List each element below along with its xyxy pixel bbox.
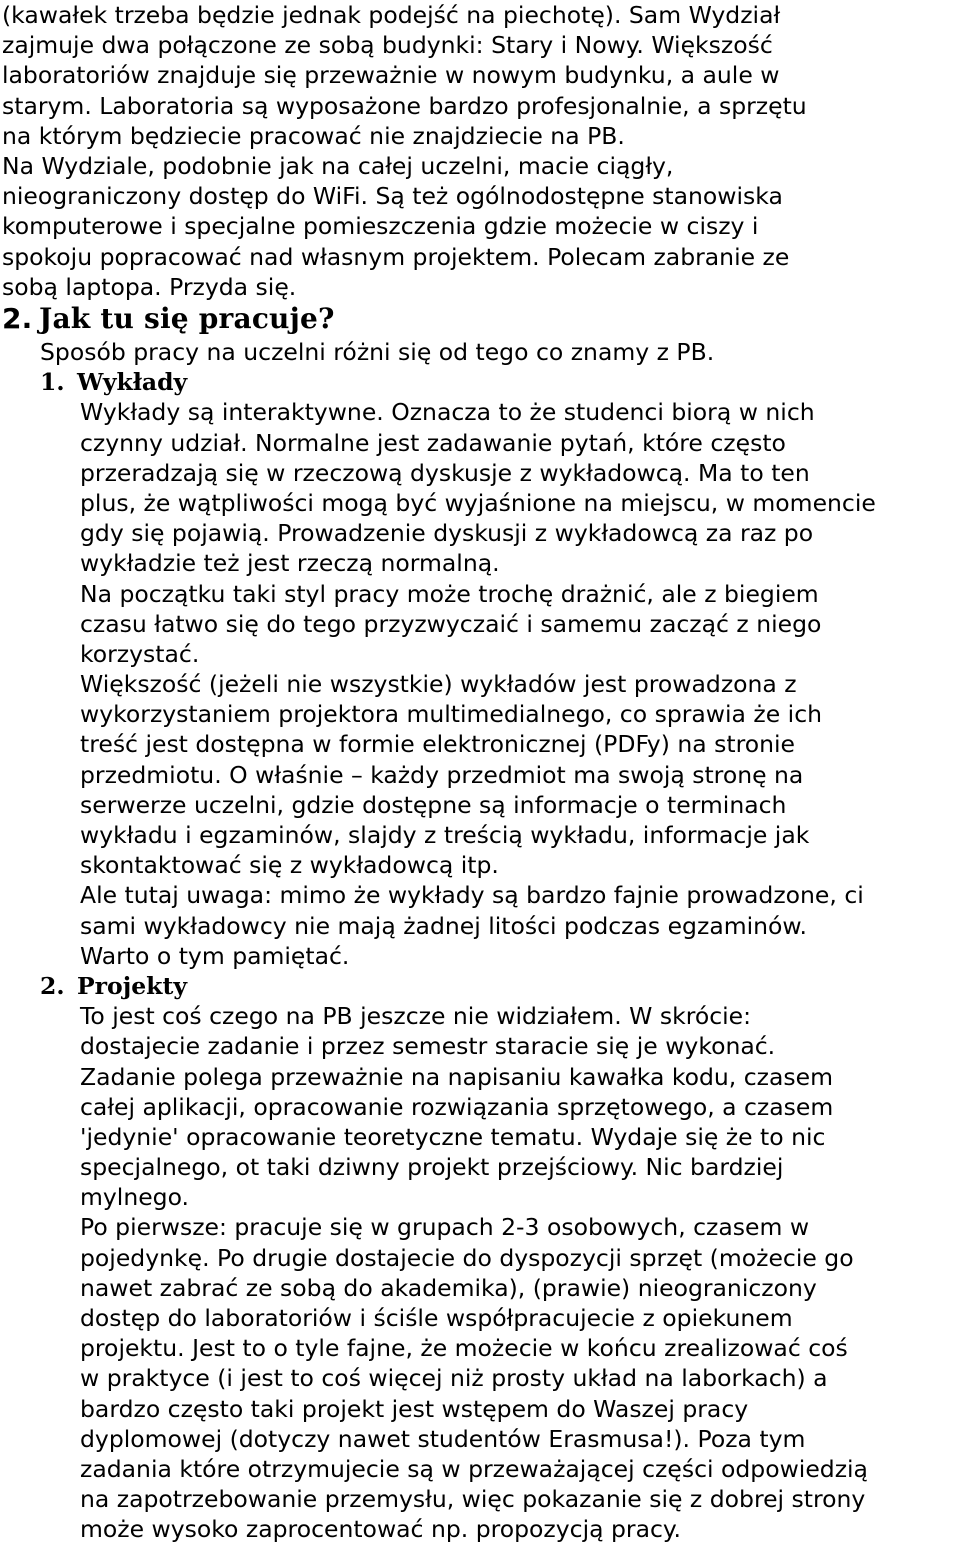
text-line: Wykłady są interaktywne. Oznacza to że studenci biorą w nich xyxy=(80,398,815,427)
text-line: Po pierwsze: pracuje się w grupach 2-3 osobowych, czasem w xyxy=(80,1213,810,1242)
text-line: mylnego. xyxy=(80,1183,190,1212)
subsection-title: Projekty xyxy=(77,971,187,1000)
text-line: sobą laptopa. Przyda się. xyxy=(2,272,297,301)
subsection-number: 1. xyxy=(40,368,65,397)
text-line: zadania które otrzymujecie są w przeważającej części odpowiedzią xyxy=(80,1454,868,1483)
section-how-we-work xyxy=(2,301,876,1543)
text-line: spokoju popracować nad własnym projektem. Polecam zabranie ze xyxy=(2,242,790,271)
text-line: przeradzają się w rzeczową dyskusje z wykładowcą. Ma to ten xyxy=(80,458,810,487)
text-line: specjalnego, ot taki dziwny projekt przejściowy. Nic bardziej xyxy=(80,1153,784,1182)
text-line: plus, że wątpliwości mogą być wyjaśnione na miejscu, w momencie xyxy=(80,488,876,517)
text-line: komputerowe i specjalne pomieszczenia gdzie możecie w ciszy i xyxy=(2,212,759,241)
text-line: Ale tutaj uwaga: mimo że wykłady są bardzo fajnie prowadzone, ci xyxy=(80,881,864,910)
text-line: zajmuje dwa połączone ze sobą budynki: Stary i Nowy. Większość xyxy=(2,31,773,60)
subsection-lectures xyxy=(2,367,876,971)
text-line: (kawałek trzeba będzie jednak podejść na piechotę). Sam Wydział xyxy=(2,1,781,29)
text-line: nieograniczony dostęp do WiFi. Są też ogólnodostępne stanowiska xyxy=(2,182,783,211)
subsection-title: Wykłady xyxy=(77,368,188,397)
text-line: starym. Laboratoria są wyposażone bardzo profesjonalnie, a sprzętu xyxy=(2,91,807,120)
text-line: czynny udział. Normalne jest zadawanie pytań, które często xyxy=(80,428,786,457)
text-line: gdy się pojawią. Prowadzenie dyskusji z wykładowcą za raz po xyxy=(80,519,814,548)
text-line: na zapotrzebowanie przemysłu, więc pokazanie się z dobrej strony xyxy=(80,1485,866,1514)
text-line: Warto o tym pamiętać. xyxy=(80,941,350,970)
text-line: dostajecie zadanie i przez semestr staracie się je wykonać. xyxy=(80,1032,776,1061)
subsection-number: 2. xyxy=(40,971,65,1000)
section-intro: Sposób pracy na uczelni różni się od tego co znamy z PB. xyxy=(40,338,715,366)
text-line: nawet zabrać ze sobą do akademika), (prawie) nieograniczony xyxy=(80,1273,817,1302)
text-line: wykorzystaniem projektora multimedialnego, co sprawia że ich xyxy=(80,700,823,729)
text-line: całej aplikacji, opracowanie rozwiązania sprzętowego, a czasem xyxy=(80,1092,834,1121)
text-line: skontaktować się z wykładowcą itp. xyxy=(80,851,499,880)
text-line: Zadanie polega przeważnie na napisaniu kawałka kodu, czasem xyxy=(80,1062,833,1091)
text-line: pojedynkę. Po drugie dostajecie do dyspozycji sprzęt (możecie go xyxy=(80,1243,854,1272)
text-line: To jest coś czego na PB jeszcze nie widziałem. W skrócie: xyxy=(80,1002,752,1031)
text-line: projektu. Jest to o tyle fajne, że możecie w końcu zrealizować coś xyxy=(80,1334,848,1363)
text-line: treść jest dostępna w formie elektronicznej (PDFy) na stronie xyxy=(80,730,795,759)
text-line: przedmiotu. O właśnie – każdy przedmiot ma swoją stronę na xyxy=(80,760,804,789)
text-line: dyplomowej (dotyczy nawet studentów Erasmusa!). Poza tym xyxy=(80,1424,806,1453)
text-line: na którym będziecie pracować nie znajdziecie na PB. xyxy=(2,121,625,150)
text-line: bardzo często taki projekt jest wstępem do Waszej pracy xyxy=(80,1394,749,1423)
section-title: Jak tu się pracuje? xyxy=(39,302,335,335)
text-line: laboratoriów znajduje się przeważnie w nowym budynku, a aule w xyxy=(2,61,780,90)
text-line: wykładzie też jest rzeczą normalną. xyxy=(80,549,500,578)
text-line: serwerze uczelni, gdzie dostępne są informacje o terminach xyxy=(80,790,787,819)
text-line: sami wykładowcy nie mają żadnej litości podczas egzaminów. xyxy=(80,911,807,940)
text-line: 'jedynie' opracowanie teoretyczne tematu. Wydaje się że to nic xyxy=(80,1122,826,1151)
subsection-projects xyxy=(2,971,876,1543)
intro-paragraph xyxy=(2,0,807,302)
text-line: czasu łatwo się do tego przyzwyczaić i samemu zacząć z niego xyxy=(80,609,822,638)
subsection-heading xyxy=(2,971,876,1001)
text-line: może wysoko zaprocentować np. propozycją pracy. xyxy=(80,1515,681,1543)
subsection-heading xyxy=(2,367,876,397)
text-line: korzystać. xyxy=(80,639,200,668)
text-line: wykładu i egzaminów, slajdy z treścią wykładu, informacje jak xyxy=(80,821,810,849)
text-line: dostęp do laboratoriów i ściśle współpracujecie z opiekunem xyxy=(80,1304,793,1332)
section-heading xyxy=(2,301,876,337)
text-line: Na Wydziale, podobnie jak na całej uczelni, macie ciągły, xyxy=(2,151,674,180)
text-line: Na początku taki styl pracy może trochę drażnić, ale z biegiem xyxy=(80,579,819,608)
section-number: 2. xyxy=(2,302,33,335)
text-line: Większość (jeżeli nie wszystkie) wykładów jest prowadzona z xyxy=(80,670,797,699)
text-line: w praktyce (i jest to coś więcej niż prosty układ na laborkach) a xyxy=(80,1364,828,1393)
